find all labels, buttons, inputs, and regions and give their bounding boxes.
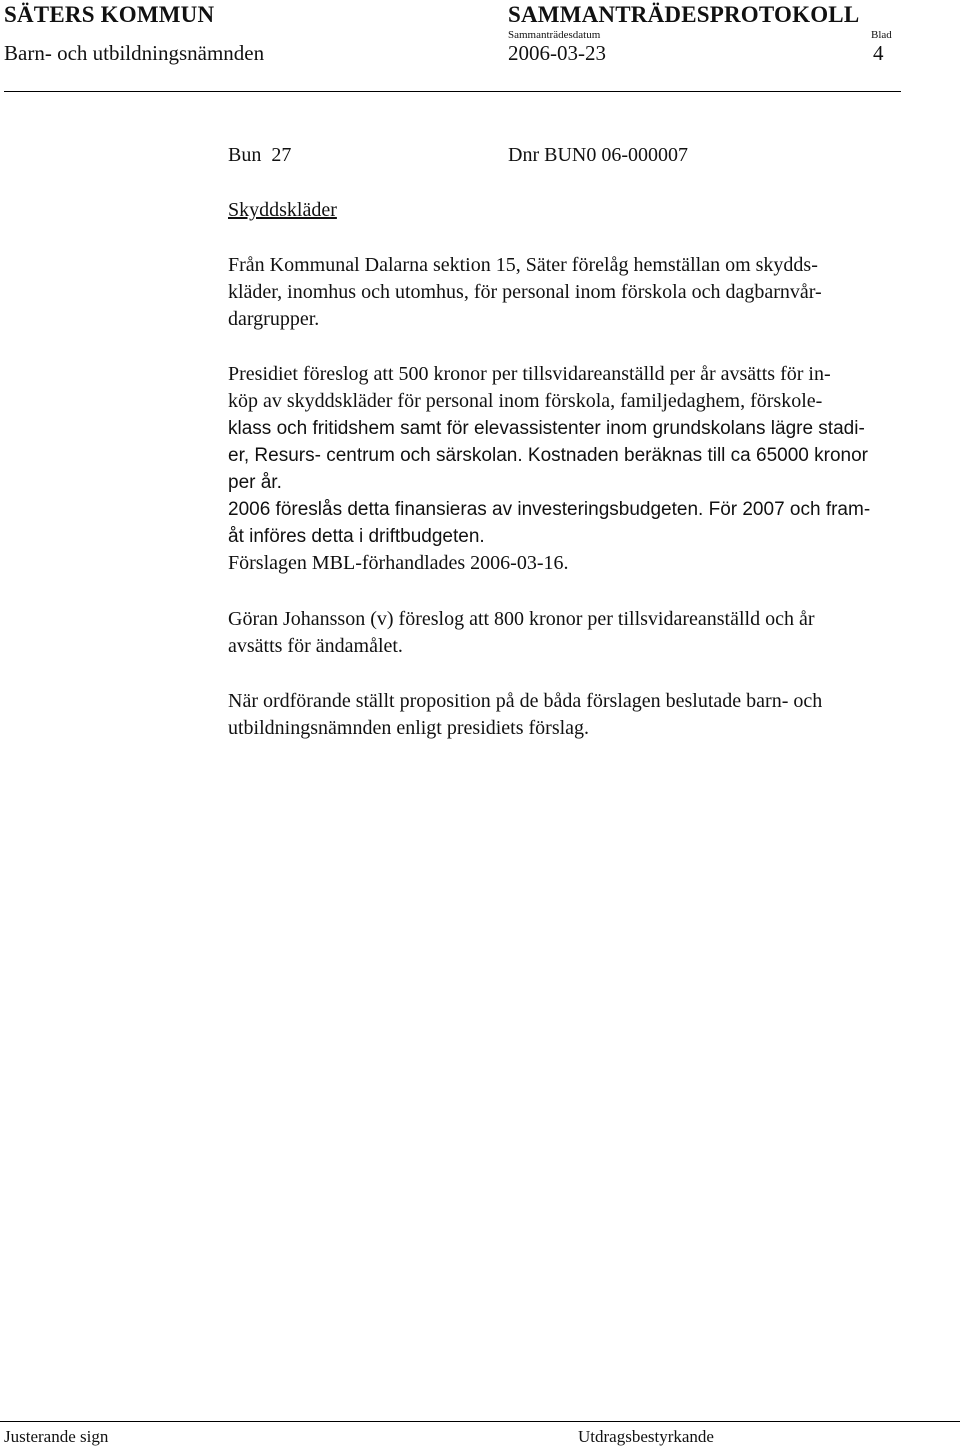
proposal-paragraph <box>228 361 950 577</box>
organization-name: SÄTERS KOMMUN <box>4 2 215 27</box>
text-line: Göran Johansson (v) föreslog att 800 kronor per tillsvidareanställd och år <box>228 608 815 630</box>
registration-number: Dnr BUN0 06-000007 <box>508 144 688 166</box>
signature-label: Justerande sign <box>4 1427 109 1446</box>
text-line: Presidiet föreslog att 500 kronor per tillsvidareanställd per år avsätts för in- <box>228 363 831 385</box>
intro-paragraph <box>228 252 950 333</box>
mbl-line: Förslagen MBL-förhandlades 2006-03-16. <box>228 552 569 574</box>
footer-rule <box>0 1421 960 1422</box>
page-number: 4 <box>873 41 884 65</box>
decision-paragraph <box>228 688 950 742</box>
header-rule <box>4 91 901 92</box>
extract-label: Utdragsbestyrkande <box>578 1427 714 1446</box>
text-line: avsätts för ändamålet. <box>228 635 403 657</box>
paragraph-ref: Bun 27 <box>228 144 292 166</box>
meeting-date: 2006-03-23 <box>508 41 606 65</box>
text-line: klass och fritidshem samt för elevassistenter inom grundskolans lägre stadi- <box>228 418 865 439</box>
committee-name: Barn- och utbildningsnämnden <box>4 41 265 65</box>
text-line: utbildningsnämnden enligt presidiets förslag. <box>228 717 590 739</box>
text-line: åt införes detta i driftbudgeten. <box>228 526 485 547</box>
subject-title: Skyddskläder <box>228 199 337 221</box>
text-line: Från Kommunal Dalarna sektion 15, Säter förelåg hemställan om skydds- <box>228 254 818 276</box>
date-label: Sammanträdesdatum <box>508 29 601 41</box>
text-line: köp av skyddskläder för personal inom förskola, familjedaghem, förskole- <box>228 390 823 412</box>
text-line: kläder, inomhus och utomhus, för personal inom förskola och dagbarnvår- <box>228 281 822 303</box>
text-line: 2006 föreslås detta finansieras av investeringsbudgeten. För 2007 och fram- <box>228 499 871 520</box>
counter-proposal-paragraph <box>228 606 950 660</box>
text-line: När ordförande ställt proposition på de båda förslagen beslutade barn- och <box>228 690 823 712</box>
text-line: er, Resurs- centrum och särskolan. Kostnaden beräknas till ca 65000 kronor <box>228 445 868 466</box>
page-label: Blad <box>871 29 892 41</box>
document-type: SAMMANTRÄDESPROTOKOLL <box>508 2 860 27</box>
text-line: dargrupper. <box>228 308 320 330</box>
text-line: per år. <box>228 472 282 493</box>
